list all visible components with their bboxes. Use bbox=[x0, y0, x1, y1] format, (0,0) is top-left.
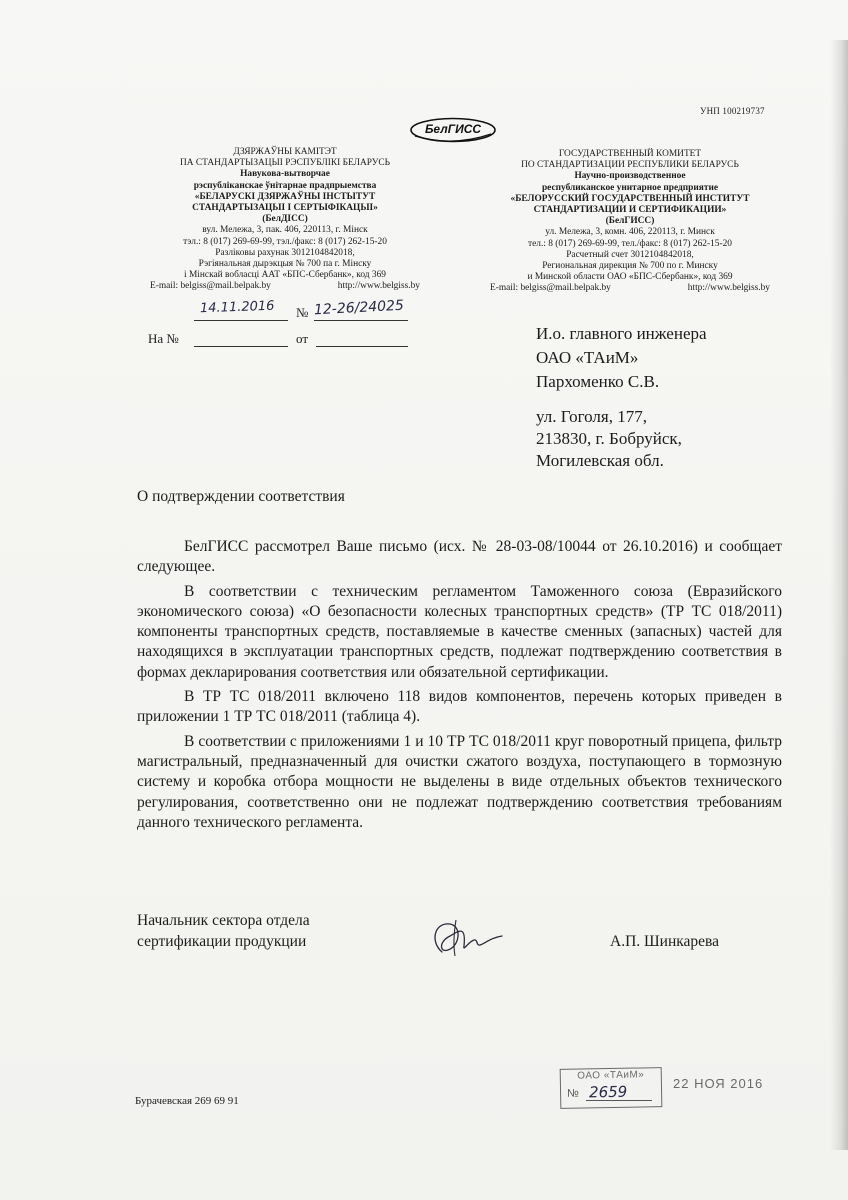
hdr-right-line9: тел.: 8 (017) 269-69-99, тел./факс: 8 (017) 262-15-20 bbox=[528, 238, 732, 249]
hdr-right-line3: Научно-производственное bbox=[574, 171, 686, 182]
body-paragraph-4: В соответствии с приложениями 1 и 10 ТР ТС 018/2011 круг поворотный прицепа, фильтр магистральный, предназначенный для очистки сжатого воздуха, поступающего в тормозную систему и коробка отбора мощности не выделены в виде отдельных объектов технического регулирования, соответственно они не подлежат подтверждению соответствия требованиям данного технического регламента. bbox=[137, 732, 782, 831]
hdr-left-line11: Рэгіянальная дырэкцыя № 700 па г. Мінску bbox=[198, 259, 372, 270]
scan-edge-shadow bbox=[830, 40, 848, 1150]
recipient-name: Пархоменко С.В. bbox=[536, 372, 660, 391]
address-region: Могилевская обл. bbox=[536, 451, 664, 470]
header-belarusian bbox=[150, 147, 420, 293]
reference-number-line bbox=[194, 346, 288, 347]
hdr-right-line5: «БЕЛОРУССКИЙ ГОСУДАРСТВЕННЫЙ ИНСТИТУТ bbox=[510, 193, 750, 204]
hdr-right-line10: Расчетный счет 3012104842018, bbox=[566, 249, 694, 260]
outgoing-number: 12-26/24025 bbox=[313, 297, 405, 319]
stamp-number-label: № bbox=[566, 1087, 580, 1100]
recipient-company: ОАО «ТАиМ» bbox=[536, 348, 639, 367]
hdr-left-email: E-mail: belgiss@mail.belpak.by bbox=[150, 281, 271, 292]
recipient-address bbox=[536, 406, 682, 472]
hdr-left-line9: тэл.: 8 (017) 269-69-99, тэл./факс: 8 (017) 262-15-20 bbox=[183, 236, 387, 247]
hdr-right-line6: СТАНДАРТИЗАЦИИ И СЕРТИФИКАЦИИ» bbox=[533, 205, 727, 216]
hdr-right-contacts bbox=[490, 283, 770, 294]
hdr-right-line12: и Минской области ОАО «БПС-Сбербанк», код 369 bbox=[527, 272, 733, 283]
stamp-date: 22 НОЯ 2016 bbox=[673, 1076, 764, 1091]
hdr-left-line6: СТАНДАРТЫЗАЦЫІ І СЕРТЫФІКАЦЫІ» bbox=[192, 203, 378, 214]
address-street: ул. Гоголя, 177, bbox=[536, 407, 647, 426]
hdr-left-line5: «БЕЛАРУСКІ ДЗЯРЖАЎНЫ ІНСТЫТУТ bbox=[194, 191, 376, 202]
hdr-left-line8: вул. Мележа, 3, пак. 406, 220113, г. Мінск bbox=[202, 225, 368, 236]
stamp-organization: ОАО «ТАиМ» bbox=[577, 1069, 645, 1082]
hdr-right-web: http://www.belgiss.by bbox=[687, 283, 770, 294]
hdr-left-line7: (БелДІСС) bbox=[262, 214, 308, 225]
hdr-left-line1: ДЗЯРЖАЎНЫ КАМІТЭТ bbox=[233, 147, 337, 157]
handwritten-signature-icon bbox=[420, 912, 510, 962]
belgiss-logo bbox=[409, 117, 497, 143]
hdr-right-line2: ПО СТАНДАРТИЗАЦИИ РЕСПУБЛИКИ БЕЛАРУСЬ bbox=[521, 160, 739, 171]
signatory-name: А.П. Шинкарева bbox=[610, 933, 720, 950]
body-paragraph-2: В соответствии с техническим регламентом Таможенного союза (Евразийского экономического союза) «О безопасности колесных транспортных средств» (ТР ТС 018/2011) компоненты транспортных средств, поставляемые в качестве сменных (запасных) частей для находящихся в эксплуатации транспортных средств, подлежат подтверждению соответствия в формах декларирования соответствия или обязательной сертификации. bbox=[137, 582, 782, 681]
hdr-right-email: E-mail: belgiss@mail.belpak.by bbox=[490, 283, 611, 294]
hdr-left-line3: Навукова-вытворчае bbox=[240, 169, 330, 180]
hdr-left-line4: рэспубліканскае ўнітарнае прадпрыемства bbox=[193, 180, 377, 191]
hdr-left-line12: і Мінскай вобласці ААТ «БПС-Сбербанк», код 369 bbox=[184, 270, 386, 281]
header-russian bbox=[490, 149, 770, 295]
body-paragraph-3: В ТР ТС 018/2011 включено 118 видов компонентов, перечень которых приведен в приложении 1 ТР ТС 018/2011 (таблица 4). bbox=[137, 688, 782, 726]
recipient-position: И.о. главного инженера bbox=[536, 324, 707, 343]
unp-number: УНП 100219737 bbox=[700, 106, 765, 116]
recipient-block bbox=[536, 322, 707, 394]
date-underline bbox=[194, 320, 288, 321]
incoming-stamp bbox=[560, 1067, 663, 1109]
reference-date-line bbox=[316, 346, 408, 347]
signatory-position-line1: Начальник сектора отдела bbox=[137, 912, 310, 929]
hdr-right-line4: республиканское унитарное предприятие bbox=[541, 182, 719, 193]
hdr-right-line8: ул. Мележа, 3, комн. 406, 220113, г. Минск bbox=[545, 227, 715, 238]
stamp-number-underline bbox=[586, 1100, 652, 1101]
logo-text: БелГИСС bbox=[424, 122, 482, 136]
stamp-number: 2659 bbox=[588, 1082, 628, 1102]
body-paragraph-1: БелГИСС рассмотрел Ваше письмо (исх. № 28-03-08/10044 от 26.10.2016) и сообщает следующее. bbox=[137, 538, 782, 576]
hdr-left-web: http://www.belgiss.by bbox=[337, 281, 420, 292]
hdr-left-contacts bbox=[150, 281, 420, 292]
outgoing-number-label: № bbox=[296, 305, 309, 320]
letter-body bbox=[137, 537, 782, 837]
outgoing-date: 14.11.2016 bbox=[199, 298, 275, 317]
hdr-left-line10: Разліковы рахунак 3012104842018, bbox=[215, 247, 355, 258]
address-city: 213830, г. Бобруйск, bbox=[536, 429, 682, 448]
reference-number-label: На № bbox=[148, 331, 179, 346]
signatory-position-line2: сертификации продукции bbox=[137, 933, 307, 950]
reference-date-label: от bbox=[296, 331, 309, 346]
hdr-left-line2: ПА СТАНДАРТЫЗАЦЫІ РЭСПУБЛІКІ БЕЛАРУСЬ bbox=[180, 158, 390, 169]
letter-subject: О подтверждении соответствия bbox=[137, 488, 345, 505]
signatory-position bbox=[137, 910, 310, 952]
hdr-right-line1: ГОСУДАРСТВЕННЫЙ КОМИТЕТ bbox=[558, 149, 702, 159]
executor-contact: Бурачевская 269 69 91 bbox=[135, 1095, 239, 1107]
hdr-right-line7: (БелГИСС) bbox=[605, 216, 655, 227]
number-underline bbox=[314, 320, 408, 321]
hdr-right-line11: Региональная дирекция № 700 по г. Минску bbox=[542, 261, 718, 272]
